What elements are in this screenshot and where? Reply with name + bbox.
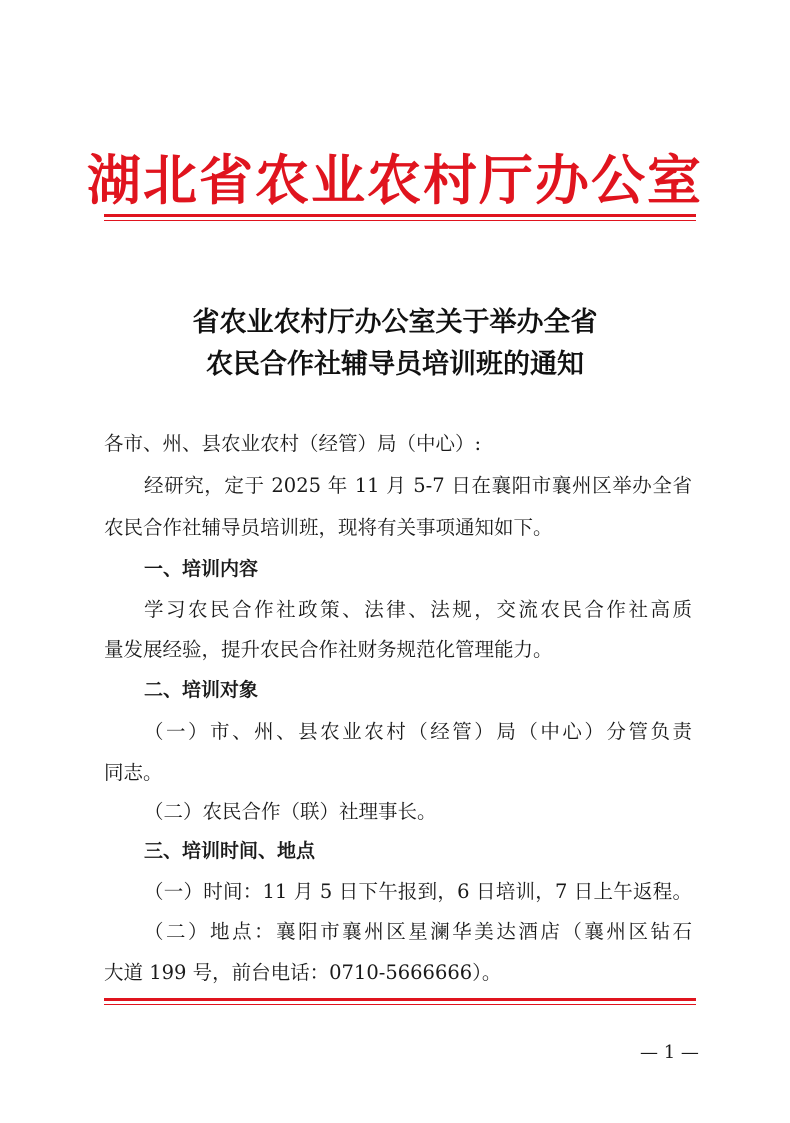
section1-heading: 一、培训内容 (144, 558, 259, 580)
section3-time: （一）时间：11 月 5 日下午报到，6 日培训，7 日上午返程。 (144, 880, 692, 903)
document-title-line2: 农民合作社辅导员培训班的通知 (206, 349, 584, 380)
footer-rule-thin (104, 1004, 696, 1005)
section2-item2: （二）农民合作（联）社理事长。 (144, 800, 437, 823)
footer-rule-thick (104, 998, 696, 1001)
letterhead-rule-thin (104, 220, 696, 221)
section2-item1-line1: （一）市、州、县农业农村（经管）局（中心）分管负责 (144, 720, 692, 743)
section2-item1-line2: 同志。 (104, 761, 163, 784)
section1-line1: 学习农民合作社政策、法律、法规，交流农民合作社高质 (144, 598, 692, 621)
section3-place-line2: 大道 199 号，前台电话：0710-5666666）。 (104, 961, 502, 984)
intro-paragraph-line1: 经研究，定于 2025 年 11 月 5-7 日在襄阳市襄州区举办全省 (144, 474, 692, 497)
document-title-line1: 省农业农村厅办公室关于举办全省 (192, 307, 598, 338)
letterhead-agency: 湖北省农业农村厅办公室 (87, 148, 703, 212)
section1-line2: 量发展经验，提升农民合作社财务规范化管理能力。 (104, 638, 553, 661)
addressee: 各市、州、县农业农村（经管）局（中心）: (104, 432, 482, 455)
section3-heading: 三、培训时间、地点 (144, 840, 316, 862)
intro-paragraph-line2: 农民合作社辅导员培训班，现将有关事项通知如下。 (104, 516, 553, 539)
page-number: — 1 — (640, 1042, 699, 1063)
letterhead-rule-thick (104, 214, 696, 217)
section3-place-line1: （二）地点：襄阳市襄州区星澜华美达酒店（襄州区钻石 (144, 920, 692, 943)
section2-heading: 二、培训对象 (144, 679, 259, 701)
